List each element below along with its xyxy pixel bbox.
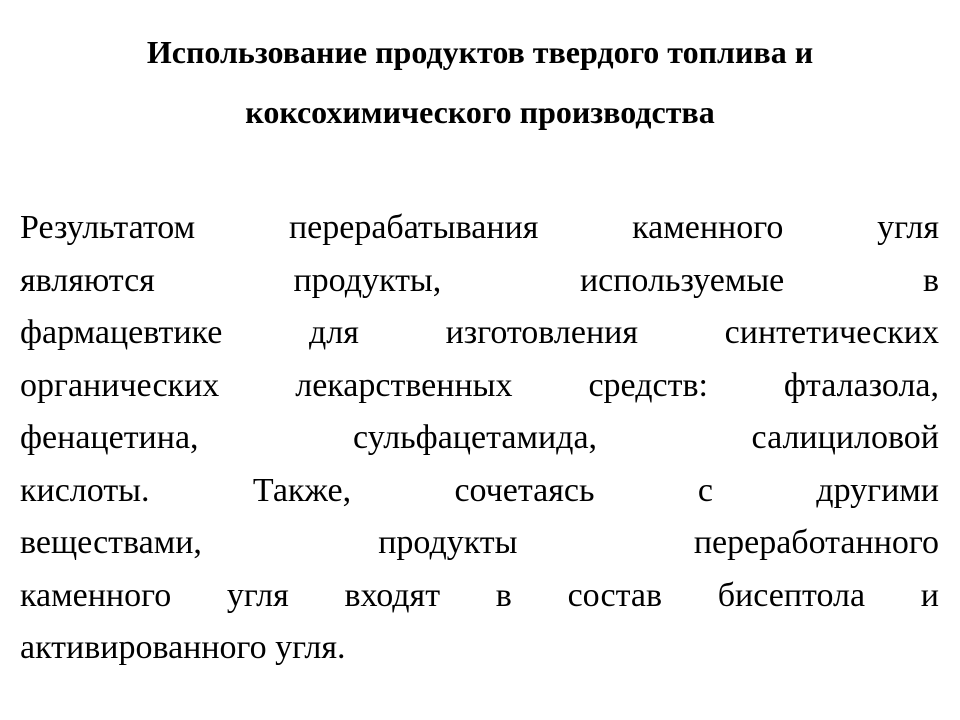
paragraph-line: каменного угля входят в состав бисептола и (20, 576, 939, 614)
paragraph-line: Результатом перерабатывания каменного угля (20, 209, 939, 246)
slide-title (20, 22, 940, 142)
body-paragraph (20, 202, 939, 675)
paragraph-line: органических лекарственных средств: фталазола, (20, 366, 939, 404)
paragraph-line: фармацевтике для изготовления синтетических (20, 314, 939, 351)
title-line: Использование продуктов твердого топлива и (146, 34, 814, 70)
title-line: коксохимического производства (245, 94, 715, 130)
paragraph-line: фенацетина, сульфацетамида, салициловой (20, 419, 939, 456)
paragraph-line: кислоты. Также, сочетаясь с другими (20, 471, 939, 509)
paragraph-line: веществами, продукты переработанного (20, 524, 939, 561)
paragraph-line: являются продукты, используемые в (20, 261, 939, 299)
paragraph-line: активированного угля. (20, 629, 346, 666)
